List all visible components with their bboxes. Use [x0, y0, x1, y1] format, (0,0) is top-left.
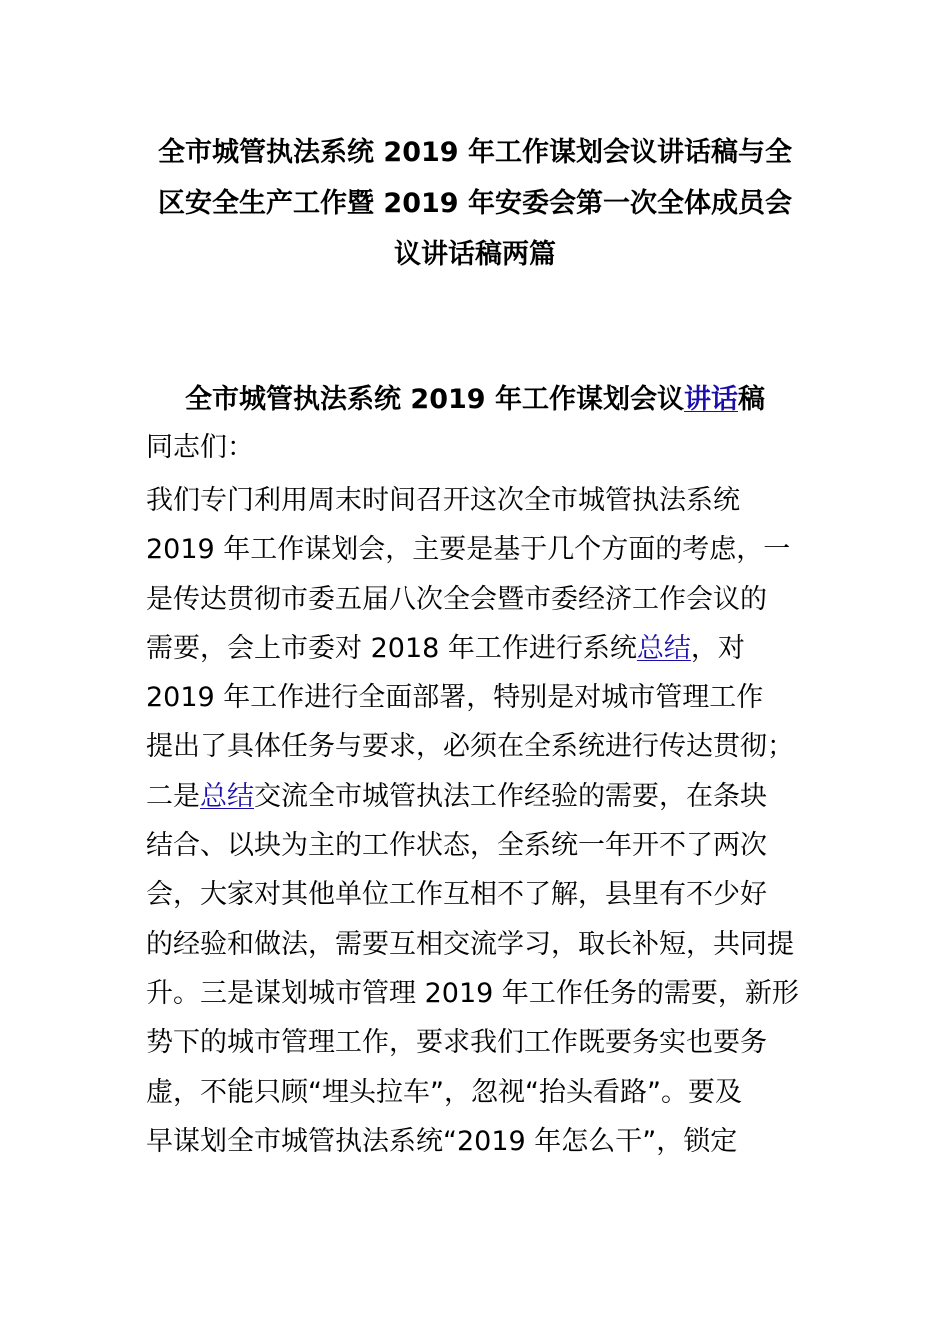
body-line: 的经验和做法，需要互相交流学习，取长补短，共同提	[146, 928, 794, 960]
salutation: 同志们：	[146, 432, 254, 463]
body-line: 2019 年工作谋划会，主要是基于几个方面的考虑，一	[146, 534, 791, 566]
body-line: 我们专门利用周末时间召开这次全市城管执法系统	[146, 485, 740, 516]
summary-link[interactable]: 总结	[200, 780, 254, 812]
body-line: 2019 年工作进行全面部署，特别是对城市管理工作	[146, 682, 764, 714]
body-line: 提出了具体任务与要求，必须在全系统进行传达贯彻；	[146, 731, 794, 763]
body-line: 虚，不能只顾“埋头拉车”，忽视“抬头看路”。要及	[146, 1076, 742, 1108]
body-line: 结合、以块为主的工作状态，全系统一年开不了两次	[146, 830, 767, 862]
body-line: 升。三是谋划城市管理 2019 年工作任务的需要，新形	[146, 977, 799, 1009]
body-line: 会，大家对其他单位工作互相不了解，县里有不少好	[146, 879, 767, 911]
document-title	[140, 127, 810, 280]
body-text-segment: 交流全市城管执法工作经验的需要，在条块	[254, 780, 767, 812]
body-paragraph	[146, 476, 810, 1166]
section-title	[140, 378, 810, 422]
title-line-1: 全市城管执法系统 2019 年工作谋划会议讲话稿与全	[158, 137, 792, 168]
body-text-segment: 需要，会上市委对 2018 年工作进行系统	[146, 632, 637, 664]
body-line	[146, 624, 810, 673]
speech-link[interactable]: 讲话	[683, 384, 738, 415]
body-line: 是传达贯彻市委五届八次全会暨市委经济工作会议的	[146, 583, 767, 615]
body-line	[146, 772, 810, 821]
section-title-suffix: 稿	[737, 384, 765, 415]
section-title-text: 全市城管执法系统 2019 年工作谋划会议	[185, 384, 684, 415]
title-line-2: 区安全生产工作暨 2019 年安委会第一次全体成员会	[158, 188, 792, 219]
body-text-segment: 二是	[146, 780, 200, 812]
body-line: 势下的城市管理工作，要求我们工作既要务实也要务	[146, 1027, 767, 1059]
summary-link[interactable]: 总结	[636, 632, 691, 664]
body-line: 早谋划全市城管执法系统“2019 年怎么干”，锁定	[146, 1125, 738, 1157]
title-line-3: 议讲话稿两篇	[394, 239, 556, 270]
body-text-segment: ，对	[690, 632, 745, 664]
